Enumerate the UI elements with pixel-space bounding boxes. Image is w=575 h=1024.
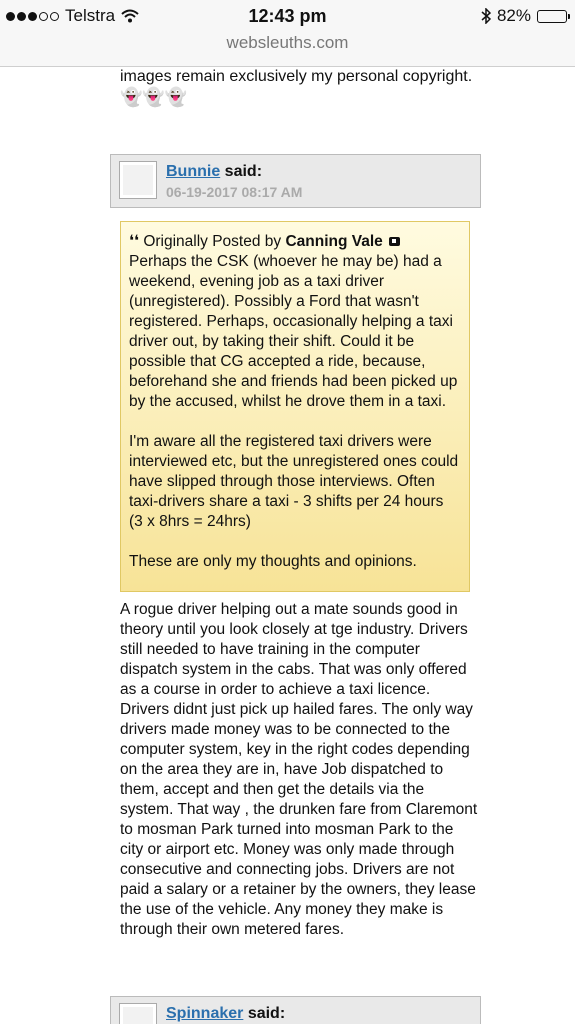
previous-post-line: images remain exclusively my personal copyright. <box>120 68 473 85</box>
post-username <box>166 163 262 181</box>
post-body <box>120 600 480 940</box>
carrier-name: Telstra <box>65 6 116 25</box>
view-post-icon[interactable] <box>389 237 400 246</box>
quote-prefix: Originally Posted by <box>143 233 282 250</box>
quote-author: Canning Vale <box>285 233 383 250</box>
next-username-link[interactable]: Spinnaker <box>166 1005 244 1022</box>
url-bar[interactable]: websleuths.com <box>226 33 349 52</box>
battery-icon <box>537 10 567 23</box>
quote-mark-icon: ❛❛ <box>129 233 139 250</box>
next-avatar[interactable] <box>119 1003 157 1024</box>
quote-header <box>129 232 461 412</box>
battery-percent: 82% <box>496 6 531 25</box>
said-label: said: <box>224 163 263 180</box>
clock: 12:43 pm <box>248 6 327 26</box>
avatar[interactable] <box>119 161 157 199</box>
quote-block <box>120 221 470 592</box>
status-right <box>481 6 567 26</box>
username-link[interactable]: Bunnie <box>166 163 221 180</box>
status-bar <box>0 0 575 67</box>
post-body-text: A rogue driver helping out a mate sounds good in theory until you look closely at tge industry. Drivers still needed to have training in the computer dispatch system in the cabs. That was only offered as a course in order to achieve a taxi licence. Drivers didnt just pick up hailed fares. The only way drivers made money was to be connected to the computer system, key in the right codes depending on the area they are in, have Job dispatched to them, accept and then get the details via the system. That way , the drunken fare from Claremont to mosman Park turned into mosman Park to the city or airport etc. Money was only made through consecutive and connecting jobs. Drivers are not paid a salary or a retainer by the owners, they lease the use of the vehicle. Any money they make is through their own metered fares. <box>120 601 478 938</box>
post-header <box>110 154 481 208</box>
quote-paragraph-3: These are only my thoughts and opinions. <box>129 553 417 570</box>
quote-paragraph-2: I'm aware all the registered taxi drivers were interviewed etc, but the unregistered ones could have slipped through those interviews. Often taxi-drivers share a taxi - 3 shifts per 24 hours (3 x 8hrs = 24hrs) <box>129 433 459 530</box>
quote-paragraph-1: Perhaps the CSK (whoever he may be) had a weekend, evening job as a taxi driver (unregistered). Possibly a Ford that wasn't registered. Perhaps, occasionally helping a taxi driver out, by taking their shift. Could it be possible that CG accepted a ride, because, beforehand she and friends had been picked up by the accused, whilst he drove them in a taxi. <box>129 253 458 410</box>
ghost-emoji-icon: 👻👻👻 <box>120 87 188 107</box>
next-said-label: said: <box>247 1005 286 1022</box>
next-post-header <box>110 996 481 1024</box>
previous-post-text <box>120 67 490 87</box>
post-date: 06-19-2017 08:17 AM <box>166 184 303 200</box>
bluetooth-icon <box>481 8 491 24</box>
thread-content[interactable] <box>0 67 575 1024</box>
next-post-username <box>166 1005 285 1023</box>
